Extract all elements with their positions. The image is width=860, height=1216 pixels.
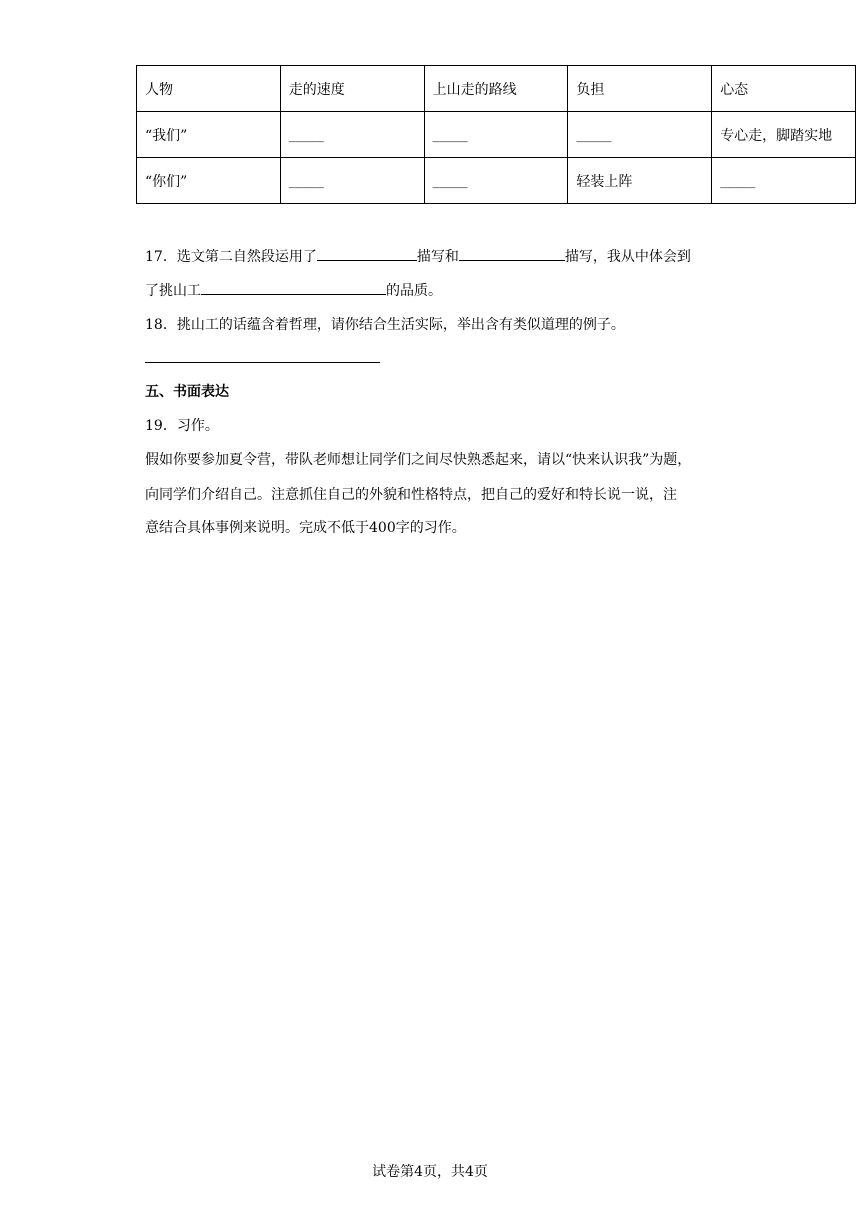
table-row — [137, 158, 856, 204]
table-cell: 专心走，脚踏实地 — [712, 112, 856, 158]
comparison-table — [136, 65, 856, 204]
question-17-line-1 — [145, 246, 691, 266]
table-cell: 轻装上阵 — [568, 158, 712, 204]
blank-cell[interactable]: _____ — [424, 158, 568, 204]
question-19: 19．习作。 — [145, 418, 219, 434]
answer-line[interactable] — [145, 362, 380, 363]
q17-text: 的品质。 — [386, 283, 442, 299]
answer-blank[interactable] — [459, 246, 565, 261]
blank-cell[interactable]: _____ — [280, 158, 424, 204]
answer-blank[interactable] — [317, 246, 417, 261]
table-header-row — [137, 66, 856, 112]
question-17-line-2 — [145, 280, 442, 300]
table-row — [137, 112, 856, 158]
table-cell: “我们” — [137, 112, 281, 158]
essay-prompt-line: 假如你要参加夏令营，带队老师想让同学们之间尽快熟悉起来，请以“快来认识我”为题， — [145, 452, 692, 468]
page-footer: 试卷第4页，共4页 — [372, 1164, 488, 1180]
header-cell: 上山走的路线 — [424, 66, 568, 112]
header-cell: 走的速度 — [280, 66, 424, 112]
section-title: 五、书面表达 — [145, 384, 229, 400]
table-cell: “你们” — [137, 158, 281, 204]
blank-cell[interactable]: _____ — [280, 112, 424, 158]
q17-text: 描写和 — [416, 249, 459, 265]
essay-prompt-line: 意结合具体事例来说明。完成不低于400字的习作。 — [145, 520, 466, 536]
blank-cell[interactable]: _____ — [712, 158, 856, 204]
header-cell: 人物 — [137, 66, 281, 112]
essay-prompt-line: 向同学们介绍自己。注意抓住自己的外貌和性格特点，把自己的爱好和特长说一说，注 — [145, 487, 677, 503]
blank-cell[interactable]: _____ — [568, 112, 712, 158]
question-18: 18．挑山工的话蕴含着哲理，请你结合生活实际，举出含有类似道理的例子。 — [145, 317, 625, 333]
q17-text: 描写，我从中体会到 — [564, 249, 691, 265]
q17-text: 17．选文第二自然段运用了 — [145, 249, 317, 265]
header-cell: 负担 — [568, 66, 712, 112]
blank-cell[interactable]: _____ — [424, 112, 568, 158]
q17-text: 了挑山工 — [145, 283, 201, 299]
answer-blank[interactable] — [201, 280, 386, 295]
header-cell: 心态 — [712, 66, 856, 112]
